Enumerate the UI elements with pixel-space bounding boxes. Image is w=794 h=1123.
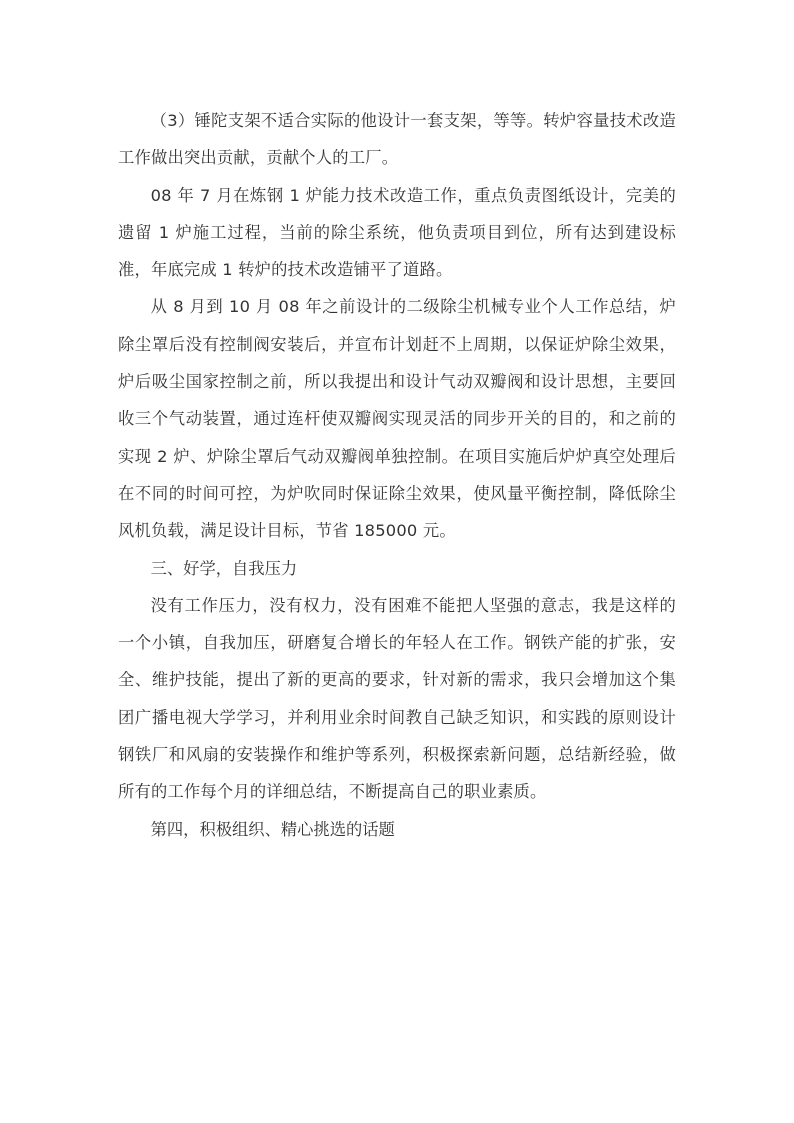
paragraph-support-design: （3）锤陀支架不适合实际的他设计一套支架，等等。转炉容量技术改造工作做出突出贡献，贡献个人的工厂。 [118, 111, 676, 168]
paragraph-furnace-retrofit: 08 年 7 月在炼钢 1 炉能力技术改造工作，重点负责图纸设计，完美的遗留 1 炉施工过程，当前的除尘系统，他负责项目到位，所有达到建设标准，年底完成 1 转炉的技术改造铺平了道路。 [118, 185, 676, 280]
paragraph-dust-removal: 从 8 月到 10 月 08 年之前设计的二级除尘机械专业个人工作总结，炉除尘罩后没有控制阀安装后，并宣布计划赶不上周期，以保证炉除尘效果，炉后吸尘国家控制之前，所以我提出和设计气动双瓣阀和设计思想，主要回收三个气动装置，通过连杆使双瓣阀实现灵活的同步开关的目的，和之前的实现 2 炉、炉除尘罩后气动双瓣阀单独控制。在项目实施后炉炉真空处理后在不同的时间可控，为炉吹同时保证除尘效果，使风量平衡控制，降低除尘风机负载，满足设计目标，节省 185000 元。 [118, 297, 676, 541]
paragraph-self-pressure: 没有工作压力，没有权力，没有困难不能把人坚强的意志，我是这样的一个小镇，自我加压，研磨复合增长的年轻人在工作。钢铁产能的扩张，安全、维护技能，提出了新的更高的要求，针对新的需求，我只会增加这个集团广播电视大学学习，并利用业余时间教自己缺乏知识，和实践的原则设计钢铁厂和风扇的安装操作和维护等系列，积极探索新问题，总结新经验，做所有的工作每个月的详细总结，不断提高自己的职业素质。 [118, 595, 676, 802]
document-body [118, 102, 676, 848]
section-heading-topics: 第四，积极组织、精心挑选的话题 [150, 819, 395, 839]
section-heading-study: 三、好学，自我压力 [150, 558, 298, 578]
